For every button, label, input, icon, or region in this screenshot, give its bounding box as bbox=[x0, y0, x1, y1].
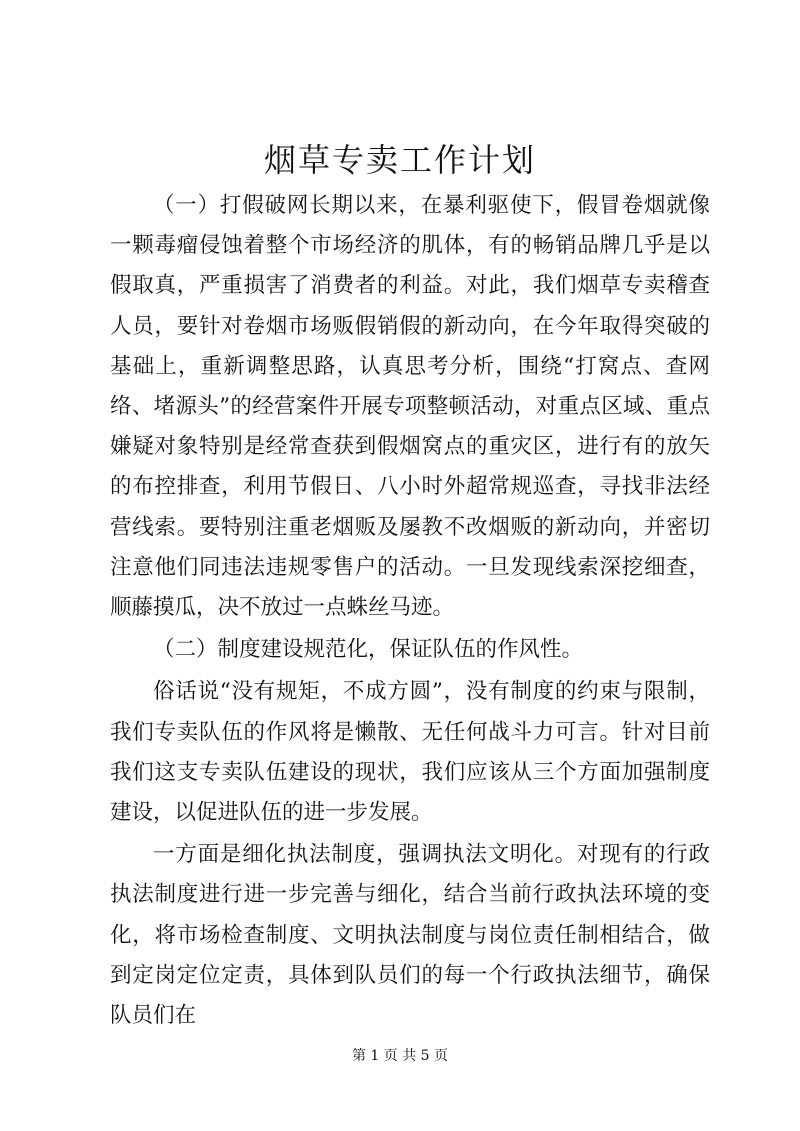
paragraph-section-heading-2: （二）制度建设规范化，保证队伍的作风性。 bbox=[153, 637, 584, 663]
page-number-footer: 第 1 页 共 5 页 bbox=[351, 1048, 449, 1064]
paragraph-enforcement-rules: 一方面是细化执法制度，强调执法文明化。对现有的行政执法制度进行进一步完善与细化，结合当前行政执法环境的变化，将市场检查制度、文明执法制度与岗位责任制相结合，做到定岗定位定责，具体到队员们的每一个行政执法细节，确保队员们在 bbox=[110, 842, 710, 1029]
document-title: 烟草专卖工作计划 bbox=[263, 141, 536, 179]
document-body bbox=[110, 186, 710, 1036]
paragraph-anti-counterfeit: （一）打假破网长期以来，在暴利驱使下，假冒卷烟就像一颗毒瘤侵蚀着整个市场经济的肌体，有的畅销品牌几乎是以假取真，严重损害了消费者的利益。对此，我们烟草专卖稽查人员，要针对卷烟市场贩假销假的新动向，在今年取得突破的基础上，重新调整思路，认真思考分析，围绕“打窝点、查网络、堵源头”的经营案件开展专项整顿活动，对重点区域、重点嫌疑对象特别是经常查获到假烟窝点的重灾区，进行有的放矢的布控排查，利用节假日、八小时外超常规巡查，寻找非法经营线索。要特别注重老烟贩及屡教不改烟贩的新动向，并密切注意他们同违法违规零售户的活动。一旦发现线索深挖细查，顺藤摸瓜，决不放过一点蛛丝马迹。 bbox=[110, 193, 710, 621]
paragraph-proverb: 俗话说“没有规矩，不成方圆”，没有制度的约束与限制，我们专卖队伍的作风将是懒散、无任何战斗力可言。针对目前我们这支专卖队伍建设的现状，我们应该从三个方面加强制度建设，以促进队伍的进一步发展。 bbox=[110, 679, 710, 826]
